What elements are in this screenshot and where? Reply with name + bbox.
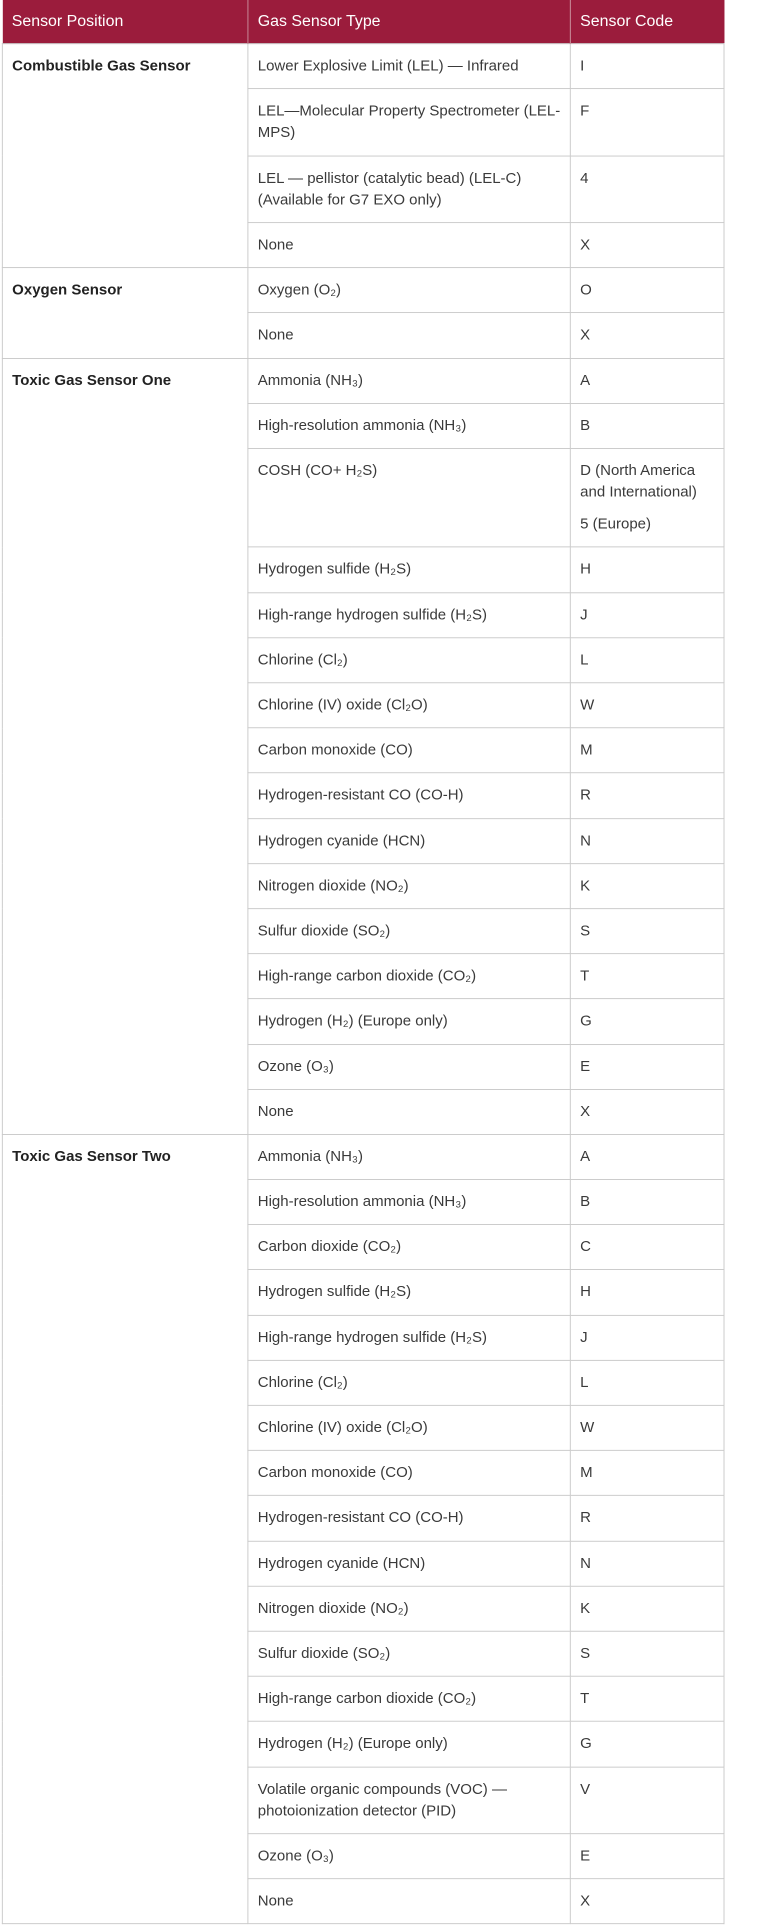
sensor-code-value: B bbox=[580, 417, 591, 434]
sensor-code-value: G bbox=[580, 1736, 592, 1752]
sensor-code-cell bbox=[570, 1879, 724, 1924]
sensor-code-cell bbox=[570, 1270, 724, 1315]
sensor-code-value: H bbox=[580, 1284, 591, 1301]
header-row bbox=[2, 0, 724, 44]
sensor-code-cell bbox=[570, 999, 724, 1044]
gas-sensor-type-cell: None bbox=[248, 223, 570, 268]
sensor-code-value: S bbox=[580, 923, 591, 940]
sensor-code-value: V bbox=[580, 1781, 591, 1798]
gas-sensor-type-cell: Hydrogen cyanide (HCN) bbox=[248, 818, 570, 863]
sensor-code-cell bbox=[570, 403, 724, 448]
gas-sensor-type-cell: None bbox=[248, 1089, 570, 1134]
sensor-code-value: C bbox=[580, 1239, 591, 1256]
gas-sensor-type-cell: Chlorine (IV) oxide (Cl₂O) bbox=[248, 1405, 570, 1450]
gas-sensor-type-cell: High-resolution ammonia (NH₃) bbox=[248, 403, 570, 448]
sensor-code-cell bbox=[570, 547, 724, 592]
sensor-code-value: K bbox=[580, 877, 591, 894]
table-row bbox=[2, 44, 724, 89]
sensor-code-value: W bbox=[580, 1419, 595, 1436]
gas-sensor-type-cell: Ozone (O₃) bbox=[248, 1044, 570, 1089]
sensor-code-cell bbox=[570, 358, 724, 403]
gas-sensor-type-cell: Nitrogen dioxide (NO₂) bbox=[248, 1586, 570, 1631]
sensor-code-cell bbox=[570, 1631, 724, 1676]
table-body bbox=[2, 44, 724, 1924]
sensor-code-cell bbox=[570, 223, 724, 268]
gas-sensor-type-cell: Hydrogen-resistant CO (CO-H) bbox=[248, 773, 570, 818]
gas-sensor-type-cell: Hydrogen sulfide (H₂S) bbox=[248, 1270, 570, 1315]
sensor-code-value: K bbox=[580, 1600, 591, 1617]
sensor-code-cell bbox=[570, 1722, 724, 1767]
sensor-code-cell bbox=[570, 44, 724, 89]
gas-sensor-type-cell: COSH (CO+ H₂S) bbox=[248, 448, 570, 547]
gas-sensor-type-cell: Hydrogen sulfide (H₂S) bbox=[248, 547, 570, 592]
sensor-code-cell bbox=[570, 592, 724, 637]
sensor-code-cell bbox=[570, 773, 724, 818]
header-gas-sensor-type: Gas Sensor Type bbox=[248, 0, 570, 44]
sensor-code-value: E bbox=[580, 1058, 591, 1075]
table-header bbox=[2, 0, 724, 44]
sensor-code-value: D (North America and International) bbox=[580, 462, 697, 501]
sensor-code-value: X bbox=[580, 1103, 591, 1120]
sensor-code-cell bbox=[570, 909, 724, 954]
sensor-code-cell bbox=[570, 156, 724, 223]
gas-sensor-type-cell: Hydrogen-resistant CO (CO-H) bbox=[248, 1496, 570, 1541]
gas-sensor-type-cell: Ozone (O₃) bbox=[248, 1834, 570, 1879]
gas-sensor-type-cell: LEL—Molecular Property Spectrometer (LEL-MPS) bbox=[248, 89, 570, 156]
sensor-code-value: L bbox=[580, 652, 589, 669]
gas-sensor-type-cell: High-resolution ammonia (NH₃) bbox=[248, 1180, 570, 1225]
sensor-code-cell bbox=[570, 1676, 724, 1721]
sensor-code-value: N bbox=[580, 832, 591, 849]
sensor-code-cell bbox=[570, 1451, 724, 1496]
sensor-code-cell bbox=[570, 1225, 724, 1270]
sensor-code-value: M bbox=[580, 742, 593, 759]
sensor-code-value: T bbox=[580, 968, 590, 985]
sensor-code-cell bbox=[570, 1134, 724, 1179]
sensor-code-cell bbox=[570, 638, 724, 683]
sensor-code-value: A bbox=[580, 372, 591, 389]
sensor-code-value: M bbox=[580, 1465, 593, 1481]
sensor-code-cell bbox=[570, 1180, 724, 1225]
sensor-code-value: 5 (Europe) bbox=[580, 516, 651, 533]
table-row bbox=[2, 1134, 724, 1179]
sensor-code-cell bbox=[570, 1834, 724, 1879]
sensor-code-cell bbox=[570, 89, 724, 156]
sensor-code-cell bbox=[570, 683, 724, 728]
gas-sensor-type-cell: Chlorine (Cl₂) bbox=[248, 1360, 570, 1405]
table-row bbox=[2, 268, 724, 313]
gas-sensor-type-cell: High-range carbon dioxide (CO₂) bbox=[248, 1676, 570, 1721]
sensor-code-value: H bbox=[580, 561, 591, 578]
sensor-code-value: 4 bbox=[580, 170, 589, 187]
sensor-code-value: X bbox=[580, 237, 591, 253]
sensor-code-value: E bbox=[580, 1848, 591, 1865]
sensor-code-value: I bbox=[580, 58, 585, 75]
sensor-code-cell bbox=[570, 1496, 724, 1541]
sensor-code-cell bbox=[570, 1541, 724, 1586]
sensor-code-cell bbox=[570, 728, 724, 773]
gas-sensor-type-cell: LEL — pellistor (catalytic bead) (LEL-C) (Available for G7 EXO only) bbox=[248, 156, 570, 223]
sensor-code-table bbox=[2, 0, 725, 1924]
sensor-code-value: J bbox=[580, 606, 588, 623]
gas-sensor-type-cell: Hydrogen (H₂) (Europe only) bbox=[248, 999, 570, 1044]
gas-sensor-type-cell: Ammonia (NH₃) bbox=[248, 358, 570, 403]
gas-sensor-type-cell: None bbox=[248, 1879, 570, 1924]
gas-sensor-type-cell: Lower Explosive Limit (LEL) — Infrared bbox=[248, 44, 570, 89]
sensor-code-value: R bbox=[580, 787, 591, 804]
sensor-code-cell bbox=[570, 268, 724, 313]
sensor-code-cell bbox=[570, 1586, 724, 1631]
sensor-position-cell: Toxic Gas Sensor Two bbox=[2, 1134, 248, 1923]
table-row bbox=[2, 358, 724, 403]
sensor-code-cell bbox=[570, 818, 724, 863]
gas-sensor-type-cell: Ammonia (NH₃) bbox=[248, 1134, 570, 1179]
gas-sensor-type-cell: Nitrogen dioxide (NO₂) bbox=[248, 863, 570, 908]
gas-sensor-type-cell: High-range carbon dioxide (CO₂) bbox=[248, 954, 570, 999]
sensor-code-value: R bbox=[580, 1510, 591, 1527]
sensor-code-cell bbox=[570, 954, 724, 999]
sensor-code-cell bbox=[570, 1315, 724, 1360]
sensor-code-cell bbox=[570, 1089, 724, 1134]
sensor-code-value: X bbox=[580, 1893, 591, 1910]
sensor-code-value: B bbox=[580, 1194, 591, 1211]
sensor-code-cell bbox=[570, 1405, 724, 1450]
sensor-code-cell bbox=[570, 313, 724, 358]
gas-sensor-type-cell: Carbon monoxide (CO) bbox=[248, 728, 570, 773]
gas-sensor-type-cell: Sulfur dioxide (SO₂) bbox=[248, 1631, 570, 1676]
sensor-code-cell bbox=[570, 448, 724, 547]
sensor-code-value: W bbox=[580, 697, 595, 714]
gas-sensor-type-cell: Hydrogen cyanide (HCN) bbox=[248, 1541, 570, 1586]
gas-sensor-type-cell: Chlorine (Cl₂) bbox=[248, 638, 570, 683]
gas-sensor-type-cell: None bbox=[248, 313, 570, 358]
gas-sensor-type-cell: High-range hydrogen sulfide (H₂S) bbox=[248, 1315, 570, 1360]
gas-sensor-type-cell: High-range hydrogen sulfide (H₂S) bbox=[248, 592, 570, 637]
sensor-code-value: A bbox=[580, 1148, 591, 1165]
gas-sensor-type-cell: Oxygen (O₂) bbox=[248, 268, 570, 313]
sensor-code-cell bbox=[570, 1767, 724, 1834]
sensor-code-value: N bbox=[580, 1555, 591, 1572]
sensor-code-cell bbox=[570, 1360, 724, 1405]
sensor-code-value: F bbox=[580, 103, 590, 120]
sensor-code-value: J bbox=[580, 1329, 588, 1346]
gas-sensor-type-cell: Carbon monoxide (CO) bbox=[248, 1451, 570, 1496]
sensor-code-value: G bbox=[580, 1013, 592, 1030]
header-sensor-position: Sensor Position bbox=[2, 0, 248, 44]
gas-sensor-type-cell: Hydrogen (H₂) (Europe only) bbox=[248, 1722, 570, 1767]
sensor-position-cell: Oxygen Sensor bbox=[2, 268, 248, 358]
sensor-code-value: O bbox=[580, 282, 592, 299]
gas-sensor-type-cell: Volatile organic compounds (VOC) — photoionization detector (PID) bbox=[248, 1767, 570, 1834]
sensor-code-value: L bbox=[580, 1374, 589, 1391]
sensor-position-cell: Toxic Gas Sensor One bbox=[2, 358, 248, 1134]
sensor-code-value: S bbox=[580, 1645, 591, 1662]
sensor-code-cell bbox=[570, 1044, 724, 1089]
gas-sensor-type-cell: Sulfur dioxide (SO₂) bbox=[248, 909, 570, 954]
sensor-position-cell: Combustible Gas Sensor bbox=[2, 44, 248, 268]
sensor-code-value: T bbox=[580, 1690, 590, 1707]
sensor-code-cell bbox=[570, 863, 724, 908]
gas-sensor-type-cell: Carbon dioxide (CO₂) bbox=[248, 1225, 570, 1270]
header-sensor-code: Sensor Code bbox=[570, 0, 724, 44]
sensor-code-value: X bbox=[580, 327, 591, 344]
gas-sensor-type-cell: Chlorine (IV) oxide (Cl₂O) bbox=[248, 683, 570, 728]
